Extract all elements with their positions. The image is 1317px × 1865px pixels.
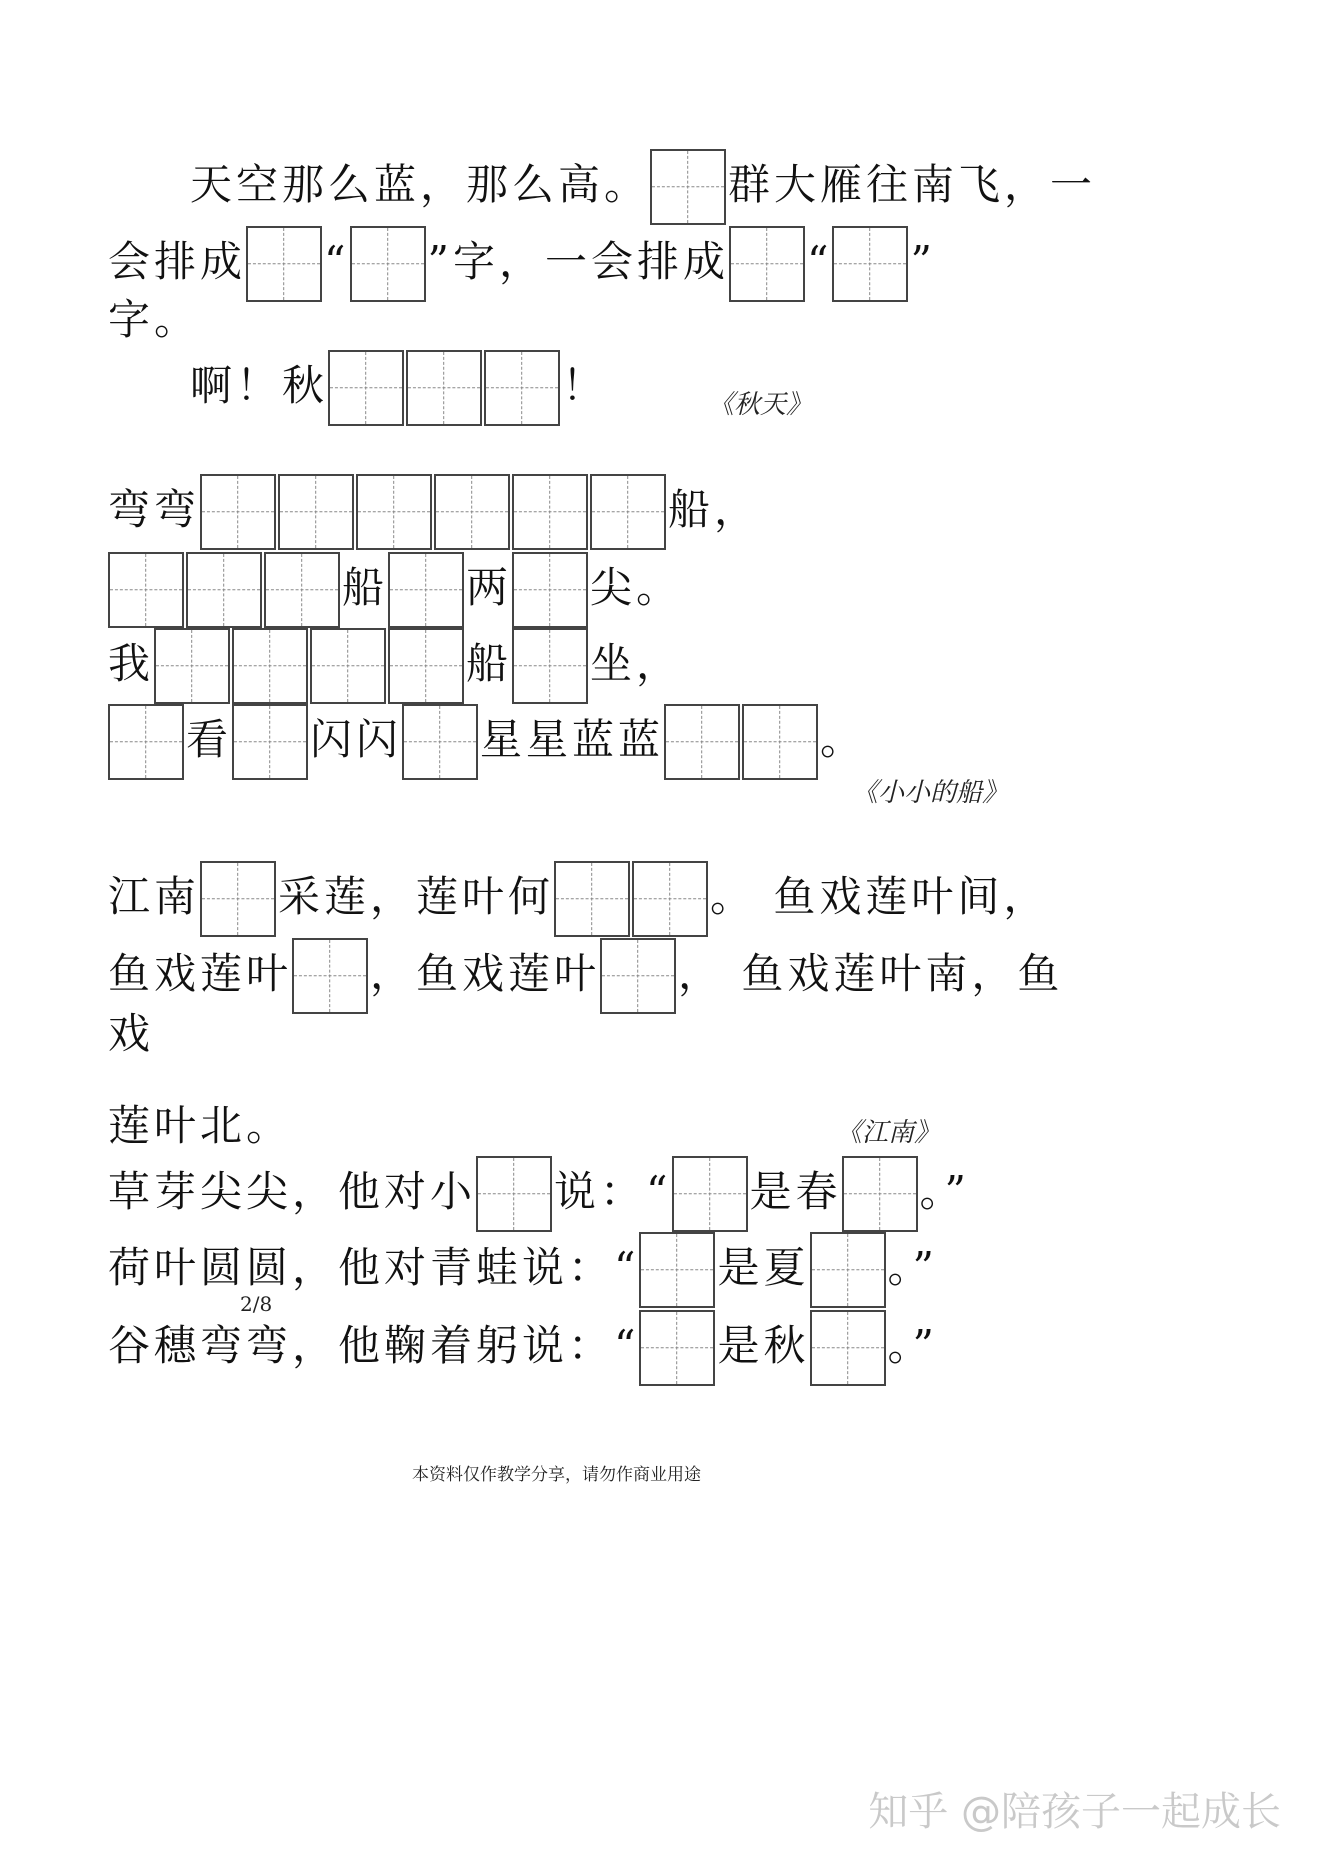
line-text: 会排成 — [108, 237, 247, 286]
tianzige-box[interactable] — [639, 1232, 715, 1308]
line-text: 。” — [887, 1243, 938, 1292]
line-text: 是夏 — [717, 1243, 810, 1292]
tianzige-box[interactable] — [310, 628, 386, 704]
tianzige-box[interactable] — [512, 552, 588, 628]
poem3-line2 — [108, 934, 1063, 1014]
tianzige-box[interactable] — [600, 938, 676, 1014]
line-text: 江南 — [108, 872, 201, 921]
line-text: 我 — [108, 639, 155, 688]
poem2-line4 — [108, 700, 866, 780]
line-text: ， 鱼戏莲叶南，鱼 — [678, 949, 1064, 998]
poem1-line2 — [108, 222, 936, 302]
tianzige-box[interactable] — [729, 226, 805, 302]
tianzige-box[interactable] — [402, 704, 478, 780]
line-text: 鱼戏莲叶 — [108, 949, 293, 998]
line-text: 说：“ — [554, 1167, 672, 1216]
tianzige-box[interactable] — [264, 552, 340, 628]
line-text: 。 — [820, 715, 867, 764]
tianzige-box[interactable] — [154, 628, 230, 704]
tianzige-box[interactable] — [200, 474, 276, 550]
poem2-line1 — [108, 470, 760, 550]
tianzige-box[interactable] — [832, 226, 908, 302]
tianzige-box[interactable] — [434, 474, 510, 550]
line-text: 群大雁往南飞，一 — [728, 160, 1097, 209]
line-text: 星星蓝蓝 — [480, 715, 665, 764]
line-text: ！ — [562, 361, 609, 410]
poem2-line2 — [108, 548, 682, 628]
tianzige-box[interactable] — [388, 628, 464, 704]
line-text: 天空那么蓝，那么高。 — [190, 160, 651, 209]
line-text: 船 — [342, 563, 389, 612]
line-text: “ — [806, 237, 833, 286]
tianzige-box[interactable] — [650, 149, 726, 225]
tianzige-box[interactable] — [200, 861, 276, 937]
poem1-line1 — [190, 145, 1096, 225]
line-text: 弯弯 — [108, 485, 201, 534]
tianzige-box[interactable] — [328, 350, 404, 426]
poem4-line3 — [108, 1306, 938, 1386]
poem3-line1 — [108, 857, 1049, 937]
line-text: 谷穗弯弯，他鞠着躬说：“ — [108, 1321, 640, 1370]
tianzige-box[interactable] — [232, 628, 308, 704]
line-text: 戏 — [108, 1009, 155, 1058]
tianzige-box[interactable] — [388, 552, 464, 628]
tianzige-box[interactable] — [108, 704, 184, 780]
line-text: 是春 — [749, 1167, 842, 1216]
tianzige-box[interactable] — [406, 350, 482, 426]
line-text: 字。 — [108, 295, 201, 344]
tianzige-box[interactable] — [484, 350, 560, 426]
tianzige-box[interactable] — [476, 1156, 552, 1232]
page-number: 2/8 — [240, 1292, 273, 1316]
line-text: 。” — [919, 1167, 970, 1216]
tianzige-box[interactable] — [639, 1310, 715, 1386]
line-text: ，鱼戏莲叶 — [370, 949, 601, 998]
watermark: 知乎 @陪孩子一起成长 — [868, 1789, 1281, 1835]
line-text: 闪闪 — [310, 715, 403, 764]
tianzige-box[interactable] — [246, 226, 322, 302]
line-text: 船， — [668, 485, 761, 534]
tianzige-box[interactable] — [842, 1156, 918, 1232]
line-text: 看 — [186, 715, 233, 764]
poem3-line3 — [108, 994, 154, 1074]
line-text: 是秋 — [717, 1321, 810, 1370]
tianzige-box[interactable] — [512, 628, 588, 704]
footer-note: 本资料仅作教学分享，请勿作商业用途 — [412, 1465, 701, 1485]
tianzige-box[interactable] — [742, 704, 818, 780]
line-text: 两 — [466, 563, 513, 612]
tianzige-box[interactable] — [664, 704, 740, 780]
poem3-source: 《江南》 — [836, 1118, 941, 1148]
line-text: ”字，一会排成 — [427, 237, 729, 286]
poem1-line3 — [108, 280, 200, 360]
line-text: 啊！秋 — [190, 361, 329, 410]
poem4-line1 — [108, 1152, 970, 1232]
line-text: 。 鱼戏莲叶间， — [710, 872, 1050, 921]
line-text: 坐， — [590, 639, 683, 688]
tianzige-box[interactable] — [810, 1310, 886, 1386]
tianzige-box[interactable] — [554, 861, 630, 937]
tianzige-box[interactable] — [632, 861, 708, 937]
tianzige-box[interactable] — [810, 1232, 886, 1308]
line-text: 草芽尖尖，他对小 — [108, 1167, 477, 1216]
tianzige-box[interactable] — [356, 474, 432, 550]
tianzige-box[interactable] — [512, 474, 588, 550]
tianzige-box[interactable] — [278, 474, 354, 550]
line-text: 。” — [887, 1321, 938, 1370]
poem2-line3 — [108, 624, 682, 704]
poem4-line2 — [108, 1228, 938, 1308]
poem2-source: 《小小的船》 — [852, 778, 1009, 808]
tianzige-box[interactable] — [186, 552, 262, 628]
line-text: 尖。 — [590, 563, 683, 612]
tianzige-box[interactable] — [292, 938, 368, 1014]
tianzige-box[interactable] — [350, 226, 426, 302]
line-text: “ — [324, 237, 350, 286]
tianzige-box[interactable] — [108, 552, 184, 628]
line-text: 莲叶北。 — [108, 1101, 293, 1150]
tianzige-box[interactable] — [232, 704, 308, 780]
tianzige-box[interactable] — [672, 1156, 748, 1232]
tianzige-box[interactable] — [590, 474, 666, 550]
line-text: 荷叶圆圆，他对青蛙说：“ — [108, 1243, 640, 1292]
line-text: 采莲，莲叶何 — [278, 872, 555, 921]
line-text: ” — [910, 237, 936, 286]
poem1-line4 — [190, 346, 608, 426]
poem1-source: 《秋天》 — [708, 390, 813, 420]
line-text: 船 — [466, 639, 513, 688]
